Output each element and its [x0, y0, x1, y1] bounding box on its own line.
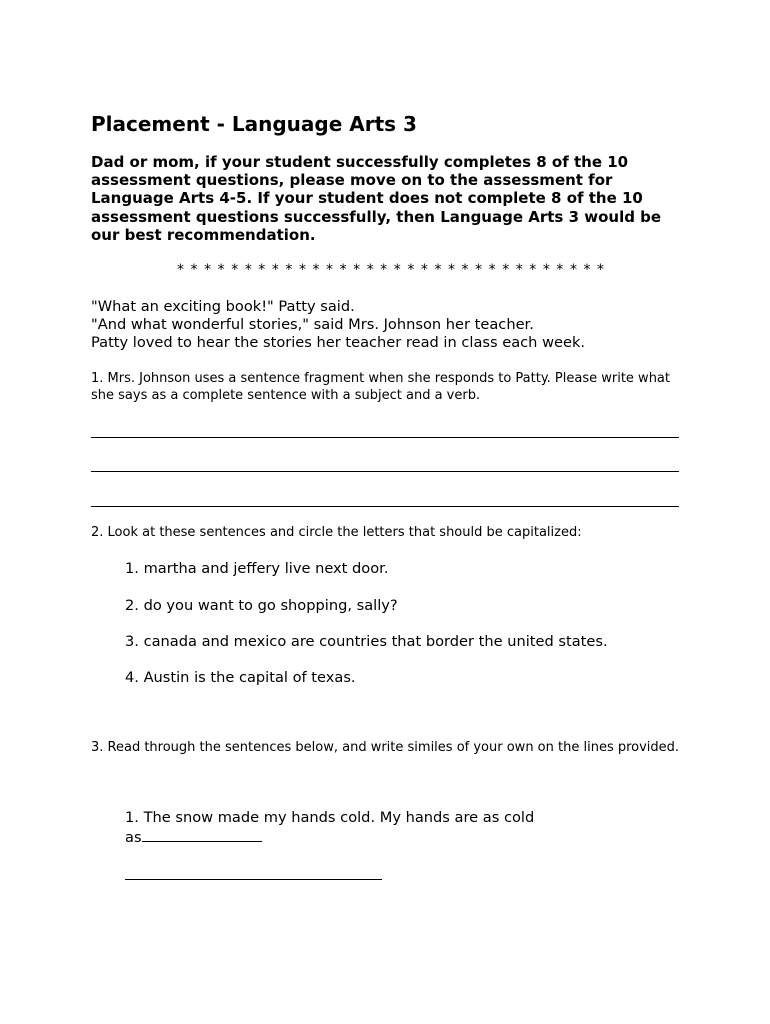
answer-line-1[interactable] [91, 437, 679, 438]
story-line-2: "And what wonderful stories," said Mrs. Johnson her teacher. [91, 316, 534, 333]
capitalize-sentence-3[interactable]: 3. canada and mexico are countries that border the united states. [125, 633, 608, 650]
answer-line-2[interactable] [91, 471, 679, 472]
star-separator: * * * * * * * * * * * * * * * * * * * * * * * * * * * * * * * * [177, 262, 606, 278]
capitalize-sentence-4[interactable]: 4. Austin is the capital of texas. [125, 669, 356, 686]
question-2-text: 2. Look at these sentences and circle the letters that should be capitalized: [91, 525, 582, 540]
simile-item-1-line-2 [125, 827, 585, 847]
simile-item-1-line-1: 1. The snow made my hands cold. My hands are as cold [125, 809, 535, 826]
story-passage [91, 298, 585, 352]
simile-answer-line[interactable] [125, 879, 382, 880]
simile-blank-inline[interactable] [142, 827, 262, 842]
simile-item-1-prefix: as [125, 829, 142, 846]
story-line-3: Patty loved to hear the stories her teacher read in class each week. [91, 334, 586, 351]
story-line-1: "What an exciting book!" Patty said. [91, 298, 355, 315]
capitalize-sentence-1[interactable]: 1. martha and jeffery live next door. [125, 560, 389, 577]
capitalize-sentence-2[interactable]: 2. do you want to go shopping, sally? [125, 597, 398, 614]
page-title: Placement - Language Arts 3 [91, 112, 417, 136]
question-3-text: 3. Read through the sentences below, and write similes of your own on the lines provided. [91, 740, 680, 755]
simile-item-1 [125, 809, 585, 847]
question-1-text: 1. Mrs. Johnson uses a sentence fragment when she responds to Patty. Please write what she says as a complete sentence with a subject and a verb. [91, 371, 670, 403]
parent-instructions: Dad or mom, if your student successfully completes 8 of the 10 assessment questions, please move on to the assessment for Language Arts 4-5. If your student does not complete 8 of the 10 assessment questions successfully, then Language Arts 3 would be our best recommendation. [91, 153, 662, 244]
answer-line-3[interactable] [91, 506, 679, 507]
